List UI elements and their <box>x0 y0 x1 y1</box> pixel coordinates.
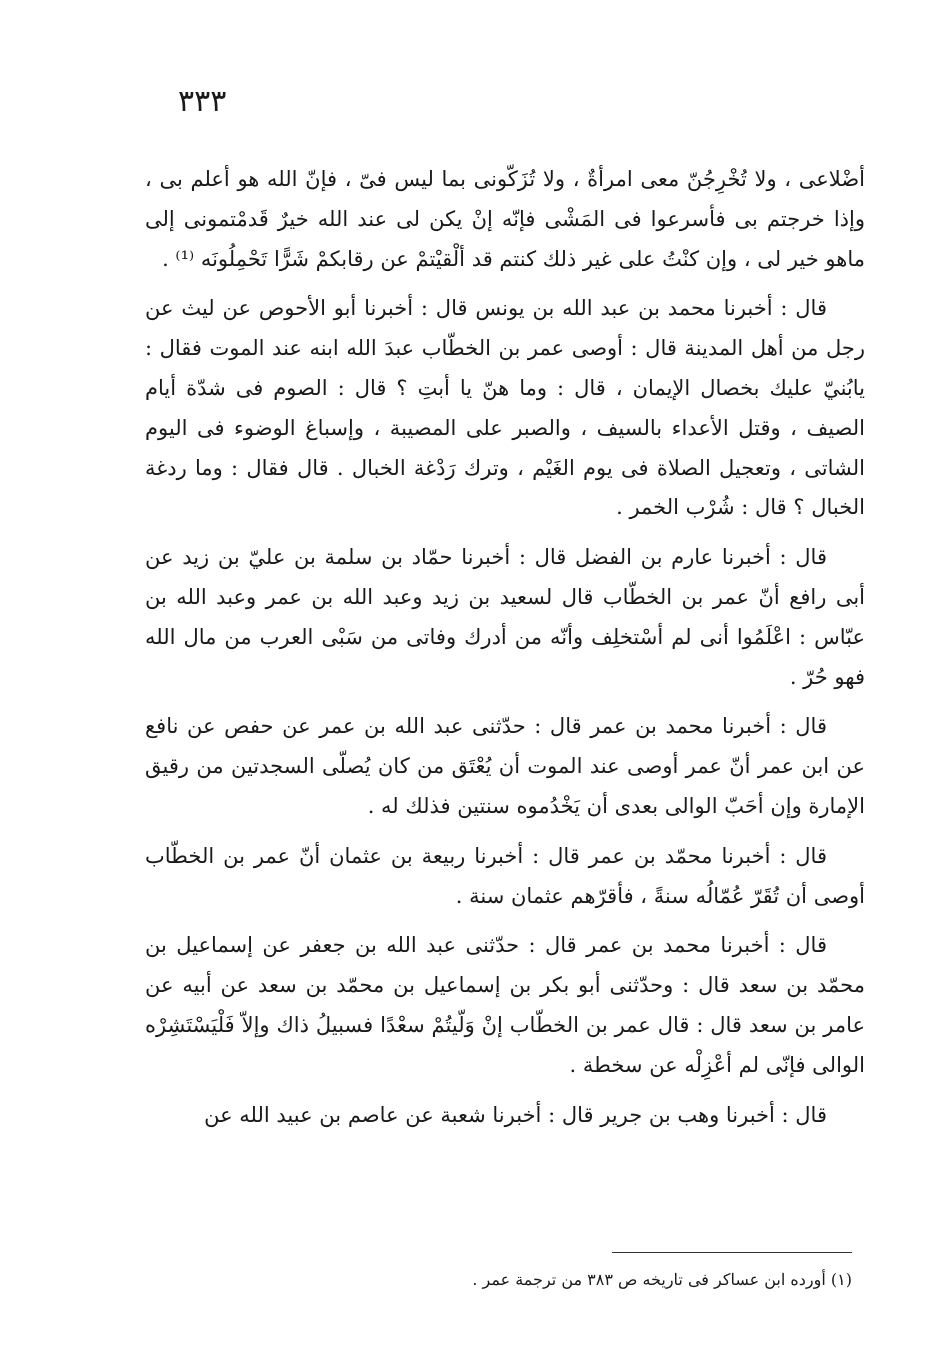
paragraph: قال : أخبرنا محمد بن عمر قال : حدّثنى عبد الله بن جعفر عن إسماعيل بن محمّد بن سعد قال : وحدّثنى أبو بكر بن إسماعيل بن محمّد بن سعد عن أبيه عن عامر بن سعد قال : قال عمر بن الخطّاب إنْ وَلّيتُمْ سعْدًا فسبيلُ ذاك وإلاّ فَلْيَسْتَشِرْه الوالى فإنّى لم أعْزِلْه عن سخطة . <box>145 933 865 1077</box>
paragraph: قال : أخبرنا محمّد بن عمر قال : أخبرنا ربيعة بن عثمان أنّ عمر بن الخطّاب أوصى أن تُقَرّ عُمّالُه سنةً ، فأقرّهم عثمان سنة . <box>145 843 865 908</box>
paragraph-continuation: أضْلاعى ، ولا تُخْرِجُنّ معى امرأةٌ ، ولا تُزَكّونى بما ليس فىّ ، فإنّ الله هو أعلم بى ، وإذا خرجتم بى فأسرعوا فى المَشْى فإنّه إنْ يكن لى عند الله خيرٌ قَدمْتمونى إلى ماهو خير لى ، وإن كنْتُ على غير ذلك كنتم قد ألْقيْتمْ عن رقابكمْ شَرًّا تَحْمِلُونَه ⁽¹⁾ . <box>145 167 865 271</box>
footnote-divider <box>612 1252 852 1253</box>
body-text <box>145 160 865 1145</box>
paragraph: قال : أخبرنا عارم بن الفضل قال : أخبرنا حمّاد بن سلمة بن عليّ بن زيد عن أبى رافع أنّ عمر بن الخطّاب قال لسعيد بن زيد وعبد الله بن عمر وعبد الله بن عبّاس : اعْلَمُوا أنى لم أسْتخلِف وأنّه من أدرك وفاتى من سَبْى العرب من مال الله فهو حُرّ . <box>145 545 865 689</box>
footnote: (١) أورده ابن عساكر فى تاريخه ص ٣٨٣ من ترجمة عمر . <box>472 1270 852 1289</box>
page-number: ٣٣٣ <box>178 84 227 119</box>
paragraph: قال : أخبرنا محمد بن عبد الله بن يونس قال : أخبرنا أبو الأحوص عن ليث عن رجل من أهل المدينة قال : أوصى عمر بن الخطّاب عبدَ الله ابنه عند الموت فقال : يابُنيّ عليك بخصال الإيمان ، قال : وما هنّ يا أبتِ ؟ قال : الصوم فى شدّة أيام الصيف ، وقتل الأعداء بالسيف ، والصبر على المصيبة ، وإسباغ الوضوء فى اليوم الشاتى ، وتعجيل الصلاة فى يوم الغَيْم ، وترك رَدْغة الخبال . قال فقال : وما ردغة الخبال ؟ قال : شُرْب الخمر . <box>145 296 865 520</box>
paragraph: قال : أخبرنا محمد بن عمر قال : حدّثنى عبد الله بن عمر عن حفص عن نافع عن ابن عمر أنّ عمر أوصى عند الموت أن يُعْتَق من كان يُصلّى السجدتين من رقيق الإمارة وإن أحَبّ الوالى بعدى أن يَخْدُموه سنتين فذلك له . <box>145 714 865 818</box>
paragraph: قال : أخبرنا وهب بن جرير قال : أخبرنا شعبة عن عاصم بن عبيد الله عن <box>204 1102 827 1127</box>
